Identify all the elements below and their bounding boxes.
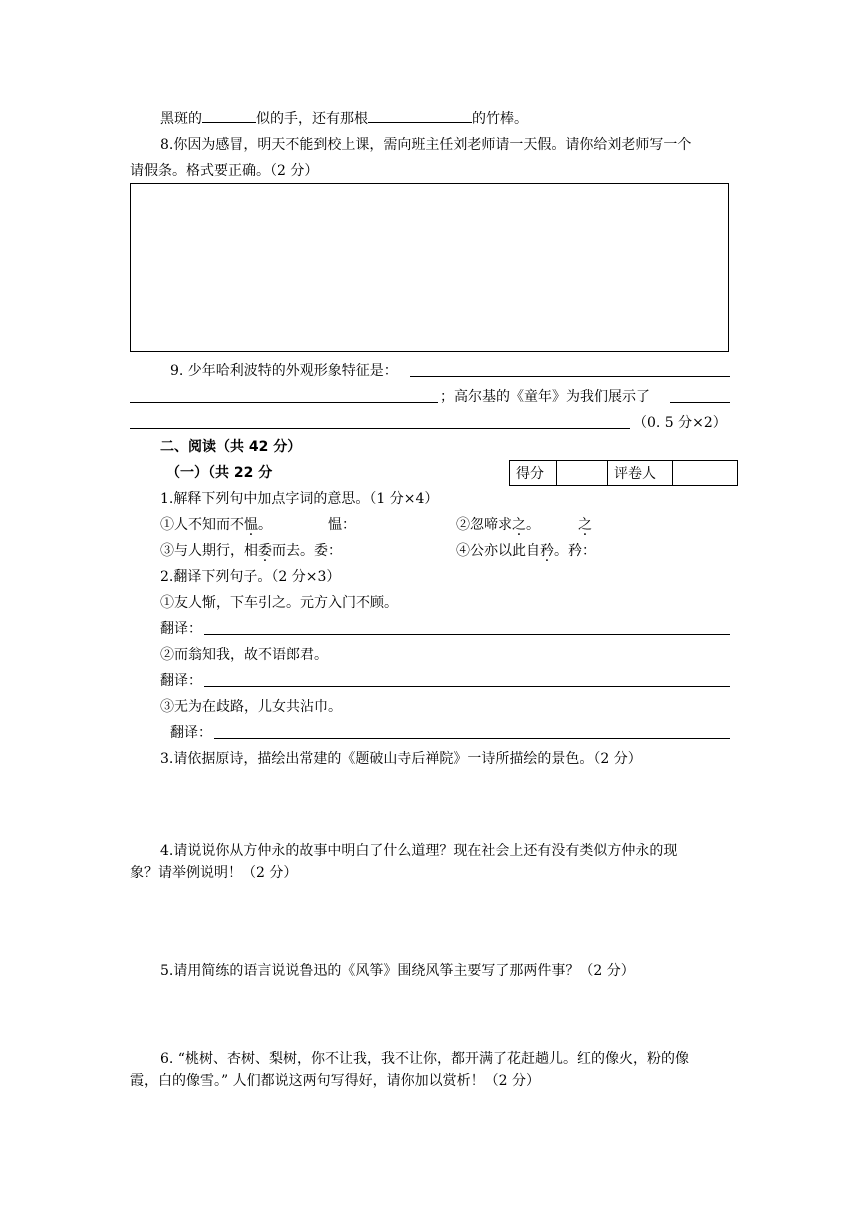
q8-line1: 8.你因为感冒，明天不能到校上课，需向班主任刘老师请一天假。请你给刘老师写一个	[160, 137, 692, 153]
q9-score: （0. 5 分×2）	[633, 415, 727, 431]
reading-q2-title: 2.翻译下列句子。（2 分×3）	[160, 569, 341, 585]
q9-line1: 9. 少年哈利波特的外观形象特征是：	[170, 363, 398, 379]
reading-q5: 5.请用简练的语言说说鲁迅的《风筝》围绕风筝主要写了那两件事？（2 分）	[160, 963, 635, 979]
reading-q4-line1: 4.请说说你从方仲永的故事中明白了什么道理？现在社会上还有没有类似方仲永的现	[160, 843, 678, 859]
reading-q1-item-2: ②忽啼求之。	[456, 517, 540, 533]
reading-q1-title: 1.解释下列句中加点字词的意思。（1 分×4）	[160, 491, 439, 507]
reading-q3: 3.请依据原诗，描绘出常建的《题破山寺后禅院》一诗所描绘的景色。（2 分）	[160, 751, 642, 767]
leave-note-answer-box[interactable]	[130, 183, 729, 352]
reading-q6-line2: 霞，白的像雪。” 人们都说这两句写得好，请你加以赏析！（2 分）	[130, 1073, 540, 1089]
score-cell[interactable]	[557, 461, 608, 486]
answer-line[interactable]	[130, 402, 438, 403]
answer-line[interactable]	[130, 428, 630, 429]
translate-label: 翻译：	[160, 621, 202, 637]
score-table	[509, 460, 738, 486]
sentence-3: ③无为在歧路，儿女共沾巾。	[160, 699, 342, 715]
translate-line[interactable]	[204, 686, 730, 687]
translate-label: 翻译：	[170, 725, 212, 741]
q9-line2: ；高尔基的《童年》为我们展示了	[440, 389, 650, 405]
translate-line[interactable]	[214, 738, 730, 739]
answer-line[interactable]	[670, 402, 730, 403]
q7-tail-line: 黑斑的 似的手，还有那根 的竹棒。	[160, 108, 528, 128]
section-title: 二、阅读（共 42 分）	[160, 439, 302, 455]
grader-label: 评卷人	[608, 461, 673, 486]
grader-cell[interactable]	[673, 461, 738, 486]
q8-line2: 请假条。格式要正确。（2 分）	[130, 163, 319, 179]
reading-q1-item-4: ④公亦以此自矜。矜：	[456, 543, 596, 559]
reading-q1-label-2: 之	[578, 517, 592, 533]
sentence-2: ②而翁知我，故不语郎君。	[160, 647, 328, 663]
translate-line[interactable]	[204, 634, 730, 635]
sentence-1: ①友人惭，下车引之。元方入门不顾。	[160, 595, 398, 611]
reading-q1-item-3: ③与人期行，相委而去。委：	[160, 543, 342, 559]
section-subtitle: （一）（共 22 分	[166, 465, 273, 481]
answer-line[interactable]	[410, 376, 730, 377]
translate-label: 翻译：	[160, 673, 202, 689]
fill-blank[interactable]	[368, 108, 472, 123]
score-label: 得分	[510, 461, 557, 486]
reading-q1-label-1: 愠：	[328, 517, 356, 533]
reading-q6-line1: 6. “桃树、杏树、梨树，你不让我，我不让你，都开满了花赶趟儿。红的像火，粉的像	[160, 1051, 689, 1067]
reading-q1-item-1: ①人不知而不愠。	[160, 517, 272, 533]
fill-blank[interactable]	[202, 108, 256, 123]
reading-q4-line2: 象？请举例说明！（2 分）	[130, 865, 298, 881]
